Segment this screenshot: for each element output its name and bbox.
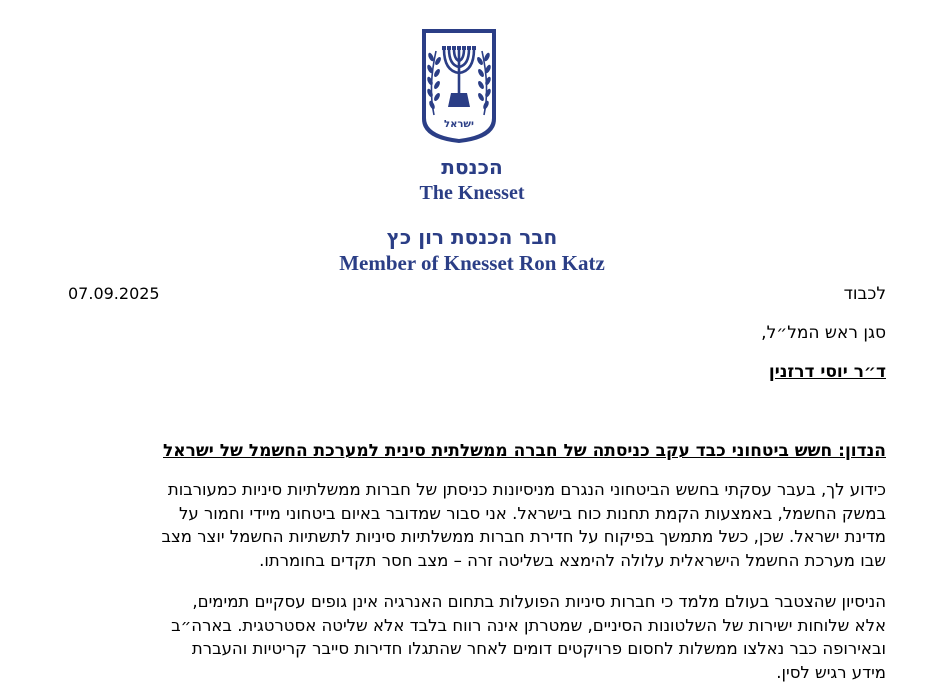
paragraph-line: הניסיון שהצטבר בעולם מלמד כי חברות סיניות הפועלות בתחום האנרגיה אינן גופים עסקיים תמימים, <box>192 592 886 611</box>
knesset-emblem <box>420 27 498 145</box>
recipient-role: סגן ראש המל״ל, <box>761 323 886 343</box>
paragraph-line: כידוע לך, בעבר עסקתי בחשש הביטחוני הנגרם מניסיונות כניסתן של חברות ממשלתיות סיניות כמעורבות <box>167 480 886 499</box>
salutation: לכבוד <box>843 284 886 304</box>
paragraph-line: מידע רגיש לסין. <box>776 662 886 682</box>
menorah-emblem-icon <box>420 27 498 145</box>
body-paragraph <box>50 590 886 684</box>
svg-text:ישראל: ישראל <box>444 119 474 130</box>
paragraph-line: מדינת ישראל. שכן, כשל מתמשך בפיקוח על חדירת חברות ממשלתיות סיניות לתשתיות החשמל יוצר מצב <box>161 527 886 546</box>
member-hebrew-name: חבר הכנסת רון כץ <box>386 225 558 249</box>
member-english-name: Member of Knesset Ron Katz <box>339 251 605 275</box>
recipient-name: ד״ר יוסי דרזנין <box>768 362 886 382</box>
knesset-hebrew-title: הכנסת <box>441 155 503 179</box>
paragraph-line: ובאירופה כבר נאלצו ממשלות לחסום פרויקטים דומים לאחר שהתגלו חדירות סייבר קריטיות והעברת <box>191 639 886 658</box>
body-paragraph <box>50 478 886 572</box>
letter-date: 07.09.2025 <box>68 284 160 303</box>
paragraph-line: אלא שלוחות ישירות של השלטונות הסיניים, שמטרתן אינה רווח בלבד אלא שליטה אסטרטגית. בארה״ב <box>171 615 886 635</box>
knesset-english-title: The Knesset <box>419 182 525 204</box>
paragraph-line: במשק החשמל, באמצעות הקמת תחנות כוח בישראל. אני סבור שמדובר באיום ביטחוני מיידי וחמור על <box>179 503 886 523</box>
paragraph-line: שבו מערכת החשמל הישראלית עלולה להימצא בשליטה זרה – מצב חסר תקדים בחומרתו. <box>259 550 886 570</box>
letter-subject: הנדון: חשש ביטחוני כבד עקב כניסתה של חברה ממשלתית סינית למערכת החשמל של ישראל <box>163 441 886 461</box>
